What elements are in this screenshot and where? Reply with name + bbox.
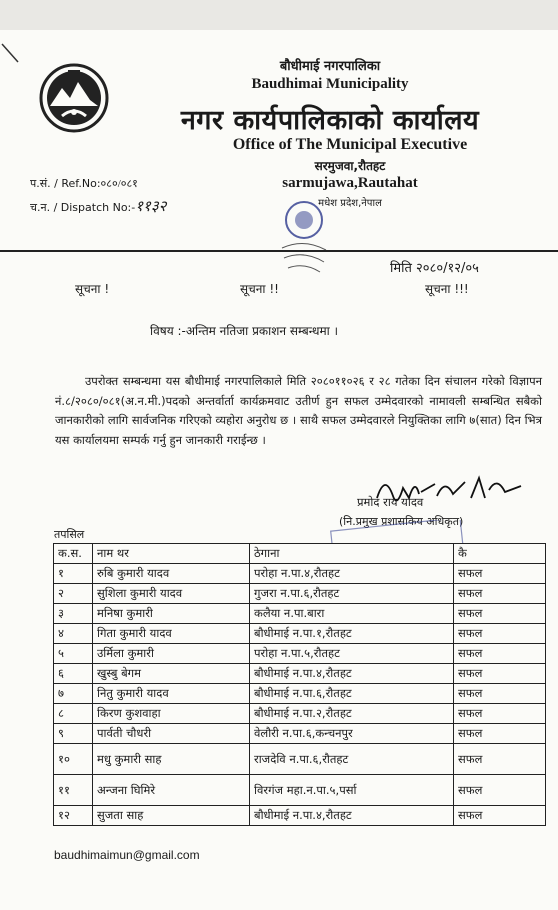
cell-name: उर्मिला कुमारी (93, 644, 250, 664)
cell-sn: २ (54, 584, 93, 604)
table-row (54, 724, 546, 744)
signatory-designation: (नि.प्रमुख प्रशासकिय अधिकृत) (339, 515, 464, 528)
cell-address: बौधीमाई न.पा.४,रौतहट (250, 664, 454, 684)
cell-result: सफल (454, 604, 546, 624)
table-row (54, 584, 546, 604)
cell-name: रुबि कुमारी यादव (93, 564, 250, 584)
cell-result: सफल (454, 664, 546, 684)
cell-sn: १२ (54, 806, 93, 826)
table-row (54, 564, 546, 584)
cell-address: बौधीमाई न.पा.४,रौतहट (250, 806, 454, 826)
cell-result: सफल (454, 684, 546, 704)
table-row (54, 775, 546, 806)
cell-sn: ४ (54, 624, 93, 644)
notice-body-text: उपरोक्त सम्बन्धमा यस बौधीमाई नगरपालिकाले मिति २०८०११०२६ र २८ गतेका दिन संचालन गरेको विज्ञापन नं.८/२०८०/०८१(अ.न.मी.)पदको अन्तर्वार्ता कार्यक्रमवाट उतीर्ण हुन सफल उम्मेदवारको नामावली सम्बन्धित सबैको जानकारीको लागि सार्वजनिक गरिएको व्यहोरा अनुरोध छ । साथै सफल उम्मेदवारले नियुक्तिका लागि ७(सात) दिन भित्र यस कार्यालयमा सम्पर्क गर्नु हुन जानकारी गराईन्छ । (55, 374, 542, 447)
header-divider (0, 250, 558, 252)
cell-name: पार्वती चौधरी (93, 724, 250, 744)
cell-sn: १ (54, 564, 93, 584)
cell-address: राजदेवि न.पा.६,रौतहट (250, 744, 454, 775)
signatory-name: प्रमोद राय यादव (357, 495, 424, 509)
cell-sn: ६ (54, 664, 93, 684)
cell-sn: ७ (54, 684, 93, 704)
table-row (54, 664, 546, 684)
cell-address: कलैया न.पा.बारा (250, 604, 454, 624)
cell-name: मनिषा कुमारी (93, 604, 250, 624)
cell-name: सुजता साह (93, 806, 250, 826)
results-table (53, 543, 546, 826)
cell-address: बौधीमाई न.पा.१,रौतहट (250, 624, 454, 644)
table-row (54, 604, 546, 624)
cell-address: वेलौरी न.पा.६,कन्चनपुर (250, 724, 454, 744)
cell-name: खुस्बु बेगम (93, 664, 250, 684)
office-name-nepali: नगर कार्यपालिकाको कार्यालय (180, 105, 480, 136)
cell-result: सफल (454, 584, 546, 604)
office-name-english: Office of The Municipal Executive (232, 136, 468, 153)
ref-label: प.सं. / Ref.No: (30, 177, 101, 190)
table-row (54, 744, 546, 775)
header-name: नाम थर (93, 544, 250, 564)
subject-line: विषय :-अन्तिम नतिजा प्रकाशन सम्बन्धमा । (150, 324, 339, 338)
cell-sn: ११ (54, 775, 93, 806)
cell-result: सफल (454, 704, 546, 724)
table-title: तपसिल (54, 528, 85, 541)
cell-result: सफल (454, 775, 546, 806)
issue-date: मिति २०८०/१२/०५ (390, 261, 479, 276)
cell-name: अन्जना घिमिरे (93, 775, 250, 806)
table-row (54, 704, 546, 724)
paper-corner-mark (0, 40, 24, 80)
dispatch-label: च.न. / Dispatch No:- (30, 201, 136, 214)
cell-result: सफल (454, 624, 546, 644)
ref-value: ०८०/०८१ (100, 178, 138, 190)
cell-name: सुशिला कुमारी यादव (93, 584, 250, 604)
cell-address: परोहा न.पा.५,रौतहट (250, 644, 454, 664)
cell-result: सफल (454, 644, 546, 664)
cell-name: मधु कुमारी साह (93, 744, 250, 775)
notice-3: सूचना !!! (425, 282, 469, 296)
ref-number (30, 176, 138, 191)
table-header-row (54, 544, 546, 564)
table-row (54, 624, 546, 644)
table-row (54, 684, 546, 704)
notice-2: सूचना !! (240, 282, 279, 296)
cell-name: नितु कुमारी यादव (93, 684, 250, 704)
cell-result: सफल (454, 724, 546, 744)
dispatch-value: ११३२ (135, 199, 167, 215)
org-name-english: Baudhimai Municipality (251, 76, 409, 92)
cell-address: बौधीमाई न.पा.६,रौतहट (250, 684, 454, 704)
cell-sn: ८ (54, 704, 93, 724)
office-seal-stamp (278, 198, 330, 278)
header-sn: क.स. (54, 544, 93, 564)
header-address: ठेगाना (250, 544, 454, 564)
cell-address: गुजरा न.पा.६,रौतहट (250, 584, 454, 604)
photo-top-edge (0, 0, 558, 30)
cell-sn: ५ (54, 644, 93, 664)
cell-sn: ३ (54, 604, 93, 624)
cell-result: सफल (454, 806, 546, 826)
place-english: sarmujawa,Rautahat (282, 175, 418, 191)
municipality-emblem-icon (38, 62, 110, 134)
cell-sn: १० (54, 744, 93, 775)
dispatch-number (30, 196, 166, 216)
org-name-nepali: बौधीमाई नगरपालिका (279, 59, 381, 74)
cell-address: विरगंज महा.न.पा.५,पर्सा (250, 775, 454, 806)
office-email: baudhimaimun@gmail.com (54, 848, 200, 862)
cell-name: किरण कुशवाहा (93, 704, 250, 724)
cell-name: गिता कुमारी यादव (93, 624, 250, 644)
cell-result: सफल (454, 744, 546, 775)
table-row (54, 644, 546, 664)
cell-sn: ९ (54, 724, 93, 744)
notice-body (55, 372, 542, 450)
cell-result: सफल (454, 564, 546, 584)
cell-address: परोहा न.पा.४,रौतहट (250, 564, 454, 584)
header-remark: कै (454, 544, 546, 564)
place-nepali: सरमुजवा,रौतहट (314, 159, 386, 173)
cell-address: बौधीमाई न.पा.२,रौतहट (250, 704, 454, 724)
province-name: मधेश प्रदेश,नेपाल (318, 198, 382, 209)
notice-1: सूचना ! (75, 282, 110, 296)
table-row (54, 806, 546, 826)
